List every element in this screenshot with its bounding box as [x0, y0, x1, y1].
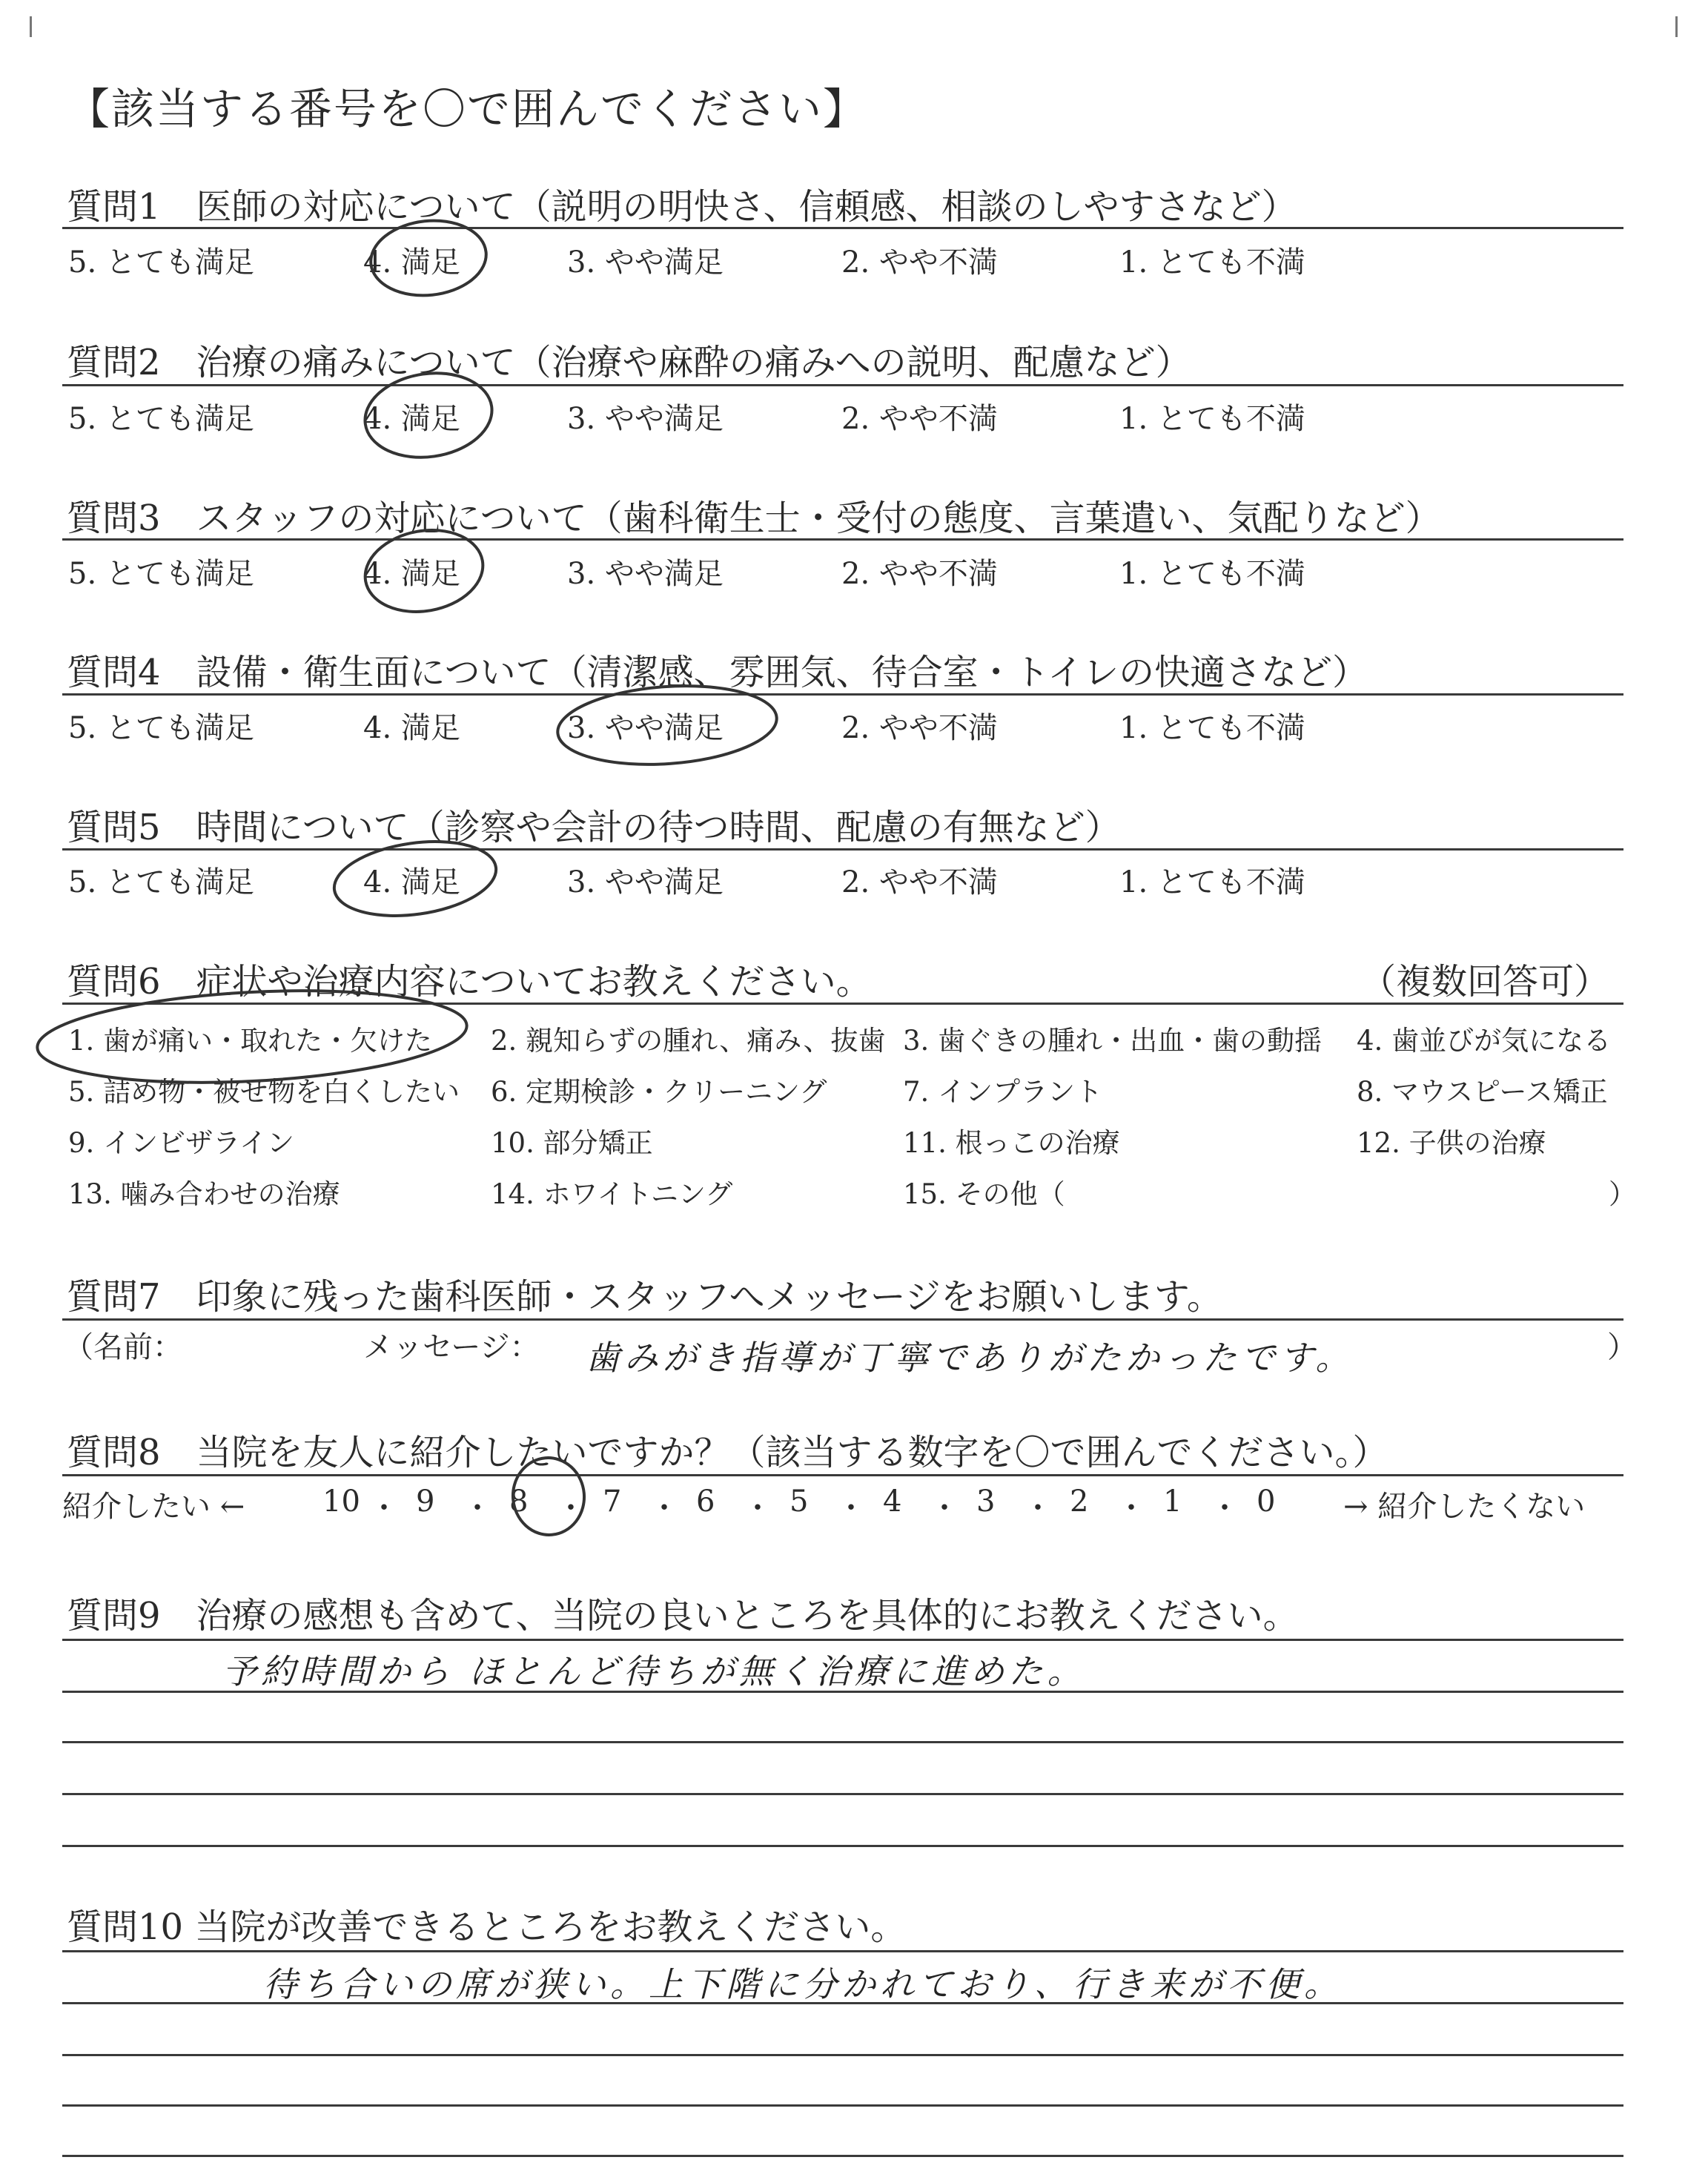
q7-rule [62, 1318, 1623, 1321]
q6-rule [62, 1003, 1623, 1005]
q5-option-3[interactable]: 3. やや満足 [567, 865, 724, 899]
q8-scale-value[interactable]: 9 [416, 1484, 435, 1519]
q8-scale-separator: ・ [836, 1491, 866, 1525]
q1-option-2[interactable]: 2. やや不満 [841, 245, 998, 280]
q3-title: 質問3 スタッフの対応について（歯科衛生士・受付の態度、言葉遣い、気配りなど） [67, 498, 1441, 539]
q2-option-5[interactable]: 5. とても満足 [68, 402, 254, 436]
q4-option-1[interactable]: 1. とても不満 [1119, 711, 1305, 745]
q6-title: 質問6 症状や治療内容についてお教えください。 [67, 961, 872, 1003]
q8-scale-value[interactable]: 1 [1163, 1484, 1182, 1519]
q5-option-1[interactable]: 1. とても不満 [1119, 865, 1305, 899]
q6-option-10[interactable]: 10. 部分矯正 [491, 1127, 653, 1159]
q8-scale-value[interactable]: 3 [976, 1484, 996, 1519]
q5-option-5[interactable]: 5. とても満足 [68, 865, 254, 899]
q9-line-5 [62, 1845, 1623, 1847]
q8-scale-separator: ・ [1023, 1491, 1053, 1525]
q8-scale-separator: ・ [1210, 1491, 1239, 1525]
q1-option-1[interactable]: 1. とても不満 [1119, 245, 1305, 280]
q6-option-12[interactable]: 12. 子供の治療 [1357, 1127, 1546, 1159]
q6-option-5[interactable]: 5. 詰め物・被せ物を白くしたい [68, 1076, 460, 1108]
q10-line-4 [62, 2104, 1623, 2107]
q5-rule [62, 848, 1623, 851]
q1-option-5[interactable]: 5. とても満足 [68, 245, 254, 280]
q8-scale-separator: ・ [649, 1491, 679, 1525]
q1-option-4[interactable]: 4. 満足 [363, 245, 460, 280]
q8-scale-separator: ・ [369, 1491, 399, 1525]
q6-note: （複数回答可） [1360, 961, 1610, 1003]
q8-scale-value[interactable]: 2 [1070, 1484, 1089, 1519]
q6-other-close: ） [1609, 1178, 1636, 1210]
q10-line-3 [62, 2054, 1623, 2056]
q6-option-9[interactable]: 9. インビザライン [68, 1127, 294, 1159]
q8-right-label: → 紹介したくない [1343, 1490, 1586, 1524]
q10-title: 質問10 当院が改善できるところをお教えください。 [67, 1906, 907, 1948]
q10-line-5 [62, 2155, 1623, 2157]
q8-scale-value[interactable]: 6 [696, 1484, 715, 1519]
q9-line-2 [62, 1691, 1623, 1693]
q6-option-6[interactable]: 6. 定期検診・クリーニング [491, 1076, 827, 1108]
q8-scale-value[interactable]: 5 [790, 1484, 809, 1519]
q3-option-1[interactable]: 1. とても不満 [1119, 557, 1305, 591]
q5-option-2[interactable]: 2. やや不満 [841, 865, 998, 899]
q6-option-8[interactable]: 8. マウスピース矯正 [1357, 1076, 1608, 1108]
q4-option-4[interactable]: 4. 満足 [363, 711, 460, 745]
q2-option-2[interactable]: 2. やや不満 [841, 402, 998, 436]
q7-title: 質問7 印象に残った歯科医師・スタッフへメッセージをお願いします。 [67, 1276, 1222, 1318]
q8-scale-value[interactable]: 4 [883, 1484, 902, 1519]
q9-line-3 [62, 1741, 1623, 1743]
q8-left-label: 紹介したい ← [62, 1490, 245, 1524]
q3-option-5[interactable]: 5. とても満足 [68, 557, 254, 591]
q5-title: 質問5 時間について（診察や会計の待つ時間、配慮の有無など） [67, 807, 1121, 848]
q4-title: 質問4 設備・衛生面について（清潔感、雰囲気、待合室・トイレの快適さなど） [67, 652, 1368, 693]
q6-option-11[interactable]: 11. 根っこの治療 [903, 1127, 1120, 1159]
q5-option-4[interactable]: 4. 満足 [363, 865, 460, 899]
q10-answer-text[interactable]: 待ち合いの席が狭い。上下階に分かれており、行き来が不便。 [263, 1964, 1343, 2004]
q9-line-1 [62, 1639, 1623, 1641]
q2-option-4[interactable]: 4. 満足 [363, 402, 460, 436]
q6-option-1[interactable]: 1. 歯が痛い・取れた・欠けた [68, 1025, 433, 1057]
q4-option-2[interactable]: 2. やや不満 [841, 711, 998, 745]
q6-option-4[interactable]: 4. 歯並びが気になる [1357, 1025, 1612, 1057]
q8-scale-value[interactable]: 7 [603, 1484, 622, 1519]
q8-scale-separator: ・ [743, 1491, 772, 1525]
q7-message-text[interactable]: 歯みがき指導が丁寧でありがたかったです。 [586, 1338, 1354, 1378]
q1-rule [62, 227, 1623, 229]
q2-option-1[interactable]: 1. とても不満 [1119, 402, 1305, 436]
q3-option-3[interactable]: 3. やや満足 [567, 557, 724, 591]
q8-scale-separator: ・ [930, 1491, 959, 1525]
q1-option-3[interactable]: 3. やや満足 [567, 245, 724, 280]
q3-option-2[interactable]: 2. やや不満 [841, 557, 998, 591]
q8-scale-value[interactable]: 10 [322, 1484, 360, 1519]
q10-line-1 [62, 1950, 1623, 1952]
scan-edge-left [30, 16, 32, 37]
q8-title: 質問8 当院を友人に紹介したいですか？（該当する数字を〇で囲んでください。） [67, 1432, 1388, 1473]
q2-title: 質問2 治療の痛みについて（治療や麻酔の痛みへの説明、配慮など） [67, 342, 1191, 383]
q6-option-15[interactable]: 15. その他（ [903, 1178, 1065, 1210]
q7-name-label: （名前： [64, 1330, 182, 1364]
q6-option-14[interactable]: 14. ホワイトニング [491, 1178, 733, 1210]
q9-answer-text[interactable]: 予約時間から ほとんど待ちが無く治療に進めた。 [222, 1651, 1086, 1691]
q3-rule [62, 538, 1623, 541]
q6-option-7[interactable]: 7. インプラント [903, 1076, 1103, 1108]
q8-scale-value[interactable]: 0 [1257, 1484, 1276, 1519]
q6-option-3[interactable]: 3. 歯ぐきの腫れ・出血・歯の動揺 [903, 1025, 1323, 1057]
q7-message-label: メッセージ： [363, 1330, 540, 1364]
q4-option-3[interactable]: 3. やや満足 [567, 711, 724, 745]
q8-scale-separator: ・ [463, 1491, 492, 1525]
q7-close: ） [1607, 1330, 1637, 1364]
q8-scale-value[interactable]: 8 [509, 1484, 529, 1519]
q4-option-5[interactable]: 5. とても満足 [68, 711, 254, 745]
q6-option-2[interactable]: 2. 親知らずの腫れ、痛み、抜歯 [491, 1025, 886, 1057]
q8-rule [62, 1474, 1623, 1476]
q10-line-2 [62, 2002, 1623, 2004]
q8-scale-separator: ・ [1116, 1491, 1146, 1525]
q1-title: 質問1 医師の対応について（説明の明快さ、信頼感、相談のしやすさなど） [67, 186, 1297, 228]
q9-title: 質問9 治療の感想も含めて、当院の良いところを具体的にお教えください。 [67, 1595, 1299, 1636]
q9-line-4 [62, 1793, 1623, 1795]
q2-rule [62, 384, 1623, 386]
scan-edge-right [1675, 16, 1678, 37]
q3-option-4[interactable]: 4. 満足 [363, 557, 460, 591]
q6-option-13[interactable]: 13. 噛み合わせの治療 [68, 1178, 340, 1210]
q8-scale-separator: ・ [556, 1491, 586, 1525]
q2-option-3[interactable]: 3. やや満足 [567, 402, 724, 436]
form-heading: 【該当する番号を〇で囲んでください】 [67, 84, 868, 134]
q4-rule [62, 693, 1623, 696]
